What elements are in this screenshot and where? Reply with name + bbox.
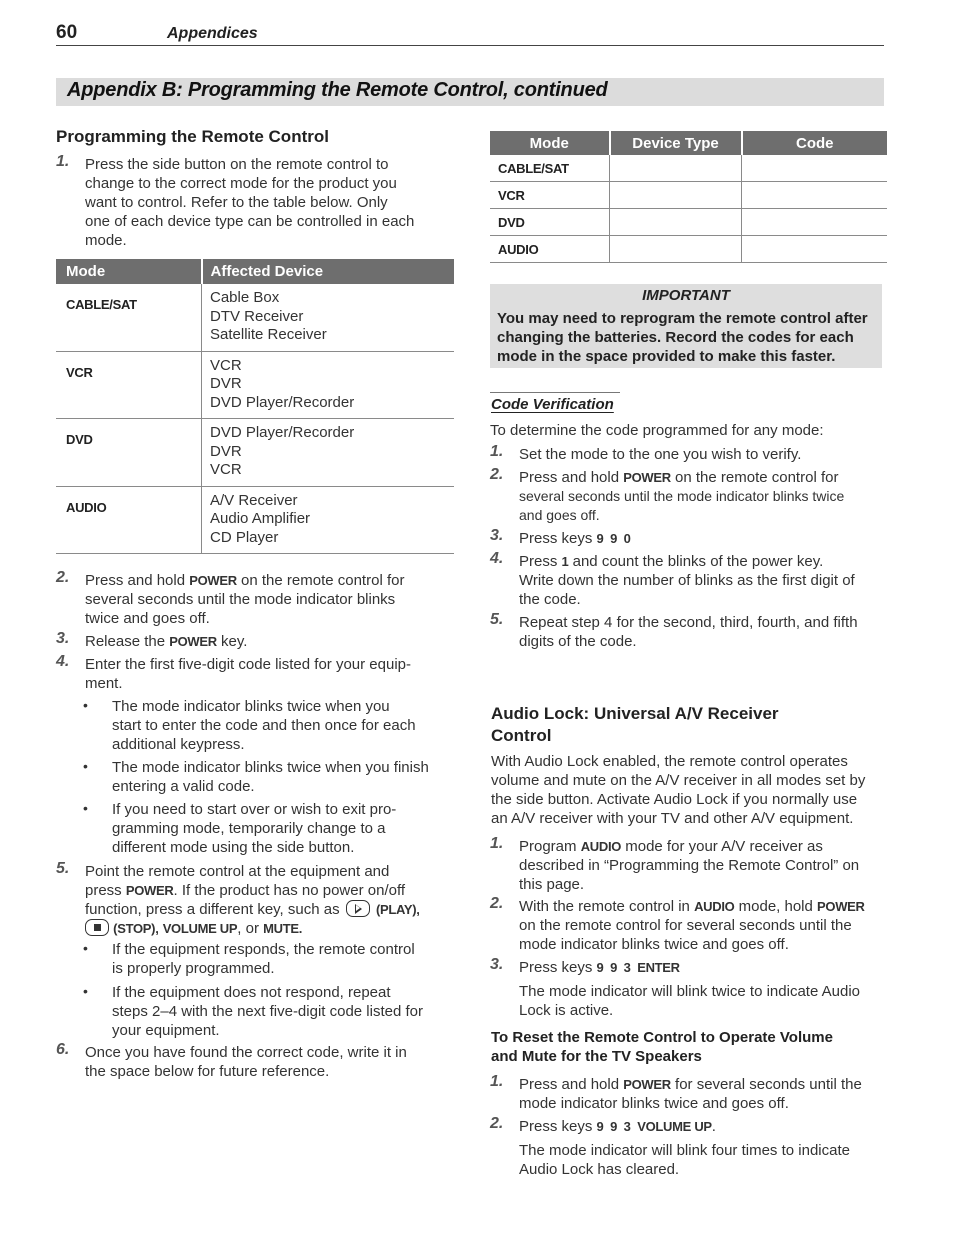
text-line: ment. — [85, 675, 123, 692]
header-rule — [56, 45, 884, 46]
bullet-item — [112, 983, 457, 1040]
table-header-device-type: Device Type — [610, 131, 742, 155]
bullet-dot: • — [83, 940, 88, 956]
mode-cell: VCR — [56, 351, 202, 419]
power-key-label: POWER — [189, 573, 237, 588]
text-line: Control — [491, 726, 552, 745]
bullet-item — [112, 697, 457, 754]
step-number: 6. — [56, 1041, 70, 1058]
device-line: VCR — [210, 356, 242, 374]
text-line: Repeat step 4 for the second, third, fourth, and fifth — [519, 614, 858, 631]
text-line: If the equipment responds, the remote control — [112, 941, 415, 958]
text-run: . If the product has no power on/off — [173, 882, 406, 899]
stop-key-label: (STOP), — [113, 921, 159, 936]
device-type-field[interactable] — [610, 182, 742, 209]
text-line: digits of the code. — [519, 633, 637, 650]
table-row — [56, 419, 454, 487]
mode-cell: CABLE/SAT — [490, 155, 610, 182]
table-row — [490, 155, 887, 182]
devices-cell — [202, 351, 455, 419]
text-line: changing the batteries. Record the codes for each — [497, 329, 854, 346]
text-run: With the remote control in — [519, 898, 695, 915]
text-line: If the equipment does not respond, repeat — [112, 984, 391, 1001]
text-line: The mode indicator will blink twice to indicate Audio — [519, 983, 861, 1000]
power-key-label: POWER — [817, 899, 865, 914]
step-number: 3. — [490, 956, 504, 973]
text-run: Press and hold — [519, 469, 624, 486]
text-line: mode in the space provided to make this faster. — [497, 348, 836, 365]
step-number: 5. — [56, 860, 70, 877]
code-field[interactable] — [742, 182, 888, 209]
cv-step-4-text — [519, 552, 887, 609]
text-line: twice and goes off. — [85, 610, 210, 627]
text-run: function, press a different key, such as — [85, 901, 340, 918]
table-row — [56, 284, 454, 351]
text-line: different mode using the side button. — [112, 839, 355, 856]
text-run: mode for your A/V receiver as — [621, 838, 823, 855]
devices-cell — [202, 284, 455, 351]
step-number: 4. — [490, 550, 504, 567]
text-line: Press the side button on the remote control to — [85, 156, 389, 173]
text-line: mode indicator blinks twice and goes off. — [519, 936, 789, 953]
bullet-dot: • — [83, 697, 88, 713]
step-number: 1. — [56, 153, 70, 170]
step-number: 2. — [490, 1115, 504, 1132]
text-run: and count the blinks of the power key. — [568, 553, 824, 570]
power-key-label: POWER — [623, 470, 671, 485]
device-line: DVD Player/Recorder — [210, 393, 355, 411]
text-line: gramming mode, temporarily change to a — [112, 820, 386, 837]
device-line: Satellite Receiver — [210, 326, 327, 343]
step-number: 3. — [56, 630, 70, 647]
text-run: Press and hold — [85, 572, 190, 589]
text-line: several seconds until the mode indicator blinks twice — [519, 488, 845, 504]
text-line: Lock is active. — [519, 1002, 614, 1019]
text-line: entering a valid code. — [112, 778, 255, 795]
text-line: several seconds until the mode indicator blinks — [85, 591, 396, 608]
left-heading-block — [56, 127, 329, 147]
text-line: start to enter the code and then once for each — [112, 717, 416, 734]
text-line: Audio Lock has cleared. — [519, 1161, 680, 1178]
bullet-item — [112, 800, 457, 857]
text-line: the code. — [519, 591, 581, 608]
table-row — [56, 351, 454, 419]
power-key-label: POWER — [623, 1077, 671, 1092]
text-line: additional keypress. — [112, 736, 245, 753]
cv-step-1-text: Set the mode to the one you wish to verify. — [519, 446, 802, 463]
al-step-2-text — [519, 897, 887, 954]
step-5-text — [85, 862, 455, 938]
bullet-dot: • — [83, 983, 88, 999]
section-heading: Programming the Remote Control — [56, 127, 329, 146]
bullet-dot: • — [83, 800, 88, 816]
text-line: The mode indicator will blink four times to indicate — [519, 1142, 850, 1159]
devices-cell — [202, 419, 455, 487]
table-header-mode: Mode — [56, 259, 202, 284]
step-2-text — [85, 571, 455, 628]
step-number: 3. — [490, 527, 504, 544]
text-line: Once you have found the correct code, write it in — [85, 1044, 407, 1061]
mute-key-label: MUTE. — [263, 921, 303, 936]
code-verification-title: Code Verification — [491, 396, 614, 413]
text-line: your equipment. — [112, 1022, 220, 1039]
cv-step-5-text — [519, 613, 887, 651]
step-number: 2. — [56, 569, 70, 586]
text-line: Write down the number of blinks as the first digit of — [519, 572, 855, 589]
play-key-label: (PLAY), — [375, 902, 420, 917]
step-4-text — [85, 655, 455, 693]
code-field[interactable] — [742, 209, 888, 236]
step-6-text — [85, 1043, 455, 1081]
key-1-label: 1 — [561, 554, 569, 569]
mode-cell: AUDIO — [56, 486, 202, 554]
device-line: Audio Amplifier — [210, 510, 311, 527]
text-line: the space below for future reference. — [85, 1063, 330, 1080]
text-line: change to the correct mode for the product you — [85, 175, 397, 192]
text-run: , or — [237, 920, 264, 937]
text-run: key. — [216, 633, 248, 650]
text-run: Release the — [85, 633, 170, 650]
text-run: on the remote control for — [670, 469, 839, 486]
title-bar — [56, 78, 884, 106]
device-line: DTV Receiver — [210, 307, 304, 325]
text-line: If you need to start over or wish to exit pro- — [112, 801, 397, 818]
text-line: You may need to reprogram the remote control after — [497, 310, 868, 327]
text-line: Point the remote control at the equipment and — [85, 863, 390, 880]
text-line: want to control. Refer to the table below. Only — [85, 194, 388, 211]
step-number: 1. — [490, 443, 504, 460]
code-field[interactable] — [742, 155, 888, 182]
reset-heading — [491, 1028, 886, 1066]
text-line: is properly programmed. — [112, 960, 275, 977]
mode-cell: DVD — [490, 209, 610, 236]
text-run: Program — [519, 838, 581, 855]
play-icon — [346, 900, 370, 917]
important-title: IMPORTANT — [642, 287, 730, 304]
text-line: on the remote control for several seconds until the — [519, 917, 852, 934]
reset-step-1-text — [519, 1075, 887, 1113]
text-run: for several seconds until the — [670, 1076, 862, 1093]
device-line: A/V Receiver — [210, 491, 298, 509]
audio-lock-heading-block — [491, 703, 886, 747]
device-line: Cable Box — [210, 289, 280, 306]
text-line: Audio Lock: Universal A/V Receiver — [491, 704, 779, 723]
subsection-rule — [490, 392, 620, 393]
device-type-field[interactable] — [610, 236, 742, 263]
bullet-item — [112, 940, 457, 978]
device-line: DVR — [210, 375, 242, 392]
device-line: DVD Player/Recorder — [210, 424, 355, 441]
stop-icon — [85, 919, 109, 936]
text-line: mode indicator blinks twice and goes off. — [519, 1095, 789, 1112]
important-note-box — [490, 284, 882, 368]
table-header-code: Code — [742, 131, 888, 155]
text-run: Press and hold — [519, 1076, 624, 1093]
cv-step-3-text — [519, 529, 887, 548]
audio-lock-intro — [491, 752, 886, 828]
step-3-text — [85, 632, 455, 651]
table-row — [490, 209, 887, 236]
text-line: mode. — [85, 232, 127, 249]
reset-step-2-text — [519, 1117, 887, 1179]
page-number: 60 — [56, 22, 78, 43]
text-line: an A/V receiver with your TV and other A/V equipment. — [491, 810, 854, 827]
text-line: described in “Programming the Remote Control” on — [519, 857, 860, 874]
text-run: Press keys — [519, 1118, 597, 1135]
device-line: CD Player — [210, 528, 279, 546]
text-run: Press keys — [519, 530, 597, 547]
text-run: on the remote control for — [236, 572, 405, 589]
text-line: this page. — [519, 876, 585, 893]
device-line: DVR — [210, 442, 242, 460]
text-line: volume and mute on the A/V receiver in all modes set by — [491, 772, 866, 789]
step-1-text — [85, 155, 455, 250]
table-row — [490, 236, 887, 263]
text-run: press — [85, 882, 126, 899]
mode-cell: AUDIO — [490, 236, 610, 263]
table-row — [56, 486, 454, 554]
section-name: Appendices — [167, 25, 258, 42]
step-number: 1. — [490, 1073, 504, 1090]
table-header-affected-device: Affected Device — [202, 259, 455, 284]
step-number: 2. — [490, 466, 504, 483]
step-number: 4. — [56, 653, 70, 670]
device-line: VCR — [210, 461, 242, 478]
text-line: one of each device type can be controlled in each — [85, 213, 415, 230]
audio-key-label: AUDIO — [580, 839, 622, 854]
text-line: steps 2–4 with the next five-digit code listed for — [112, 1003, 424, 1020]
text-line: and Mute for the TV Speakers — [491, 1048, 702, 1065]
audio-lock-heading — [491, 703, 886, 747]
mode-cell: VCR — [490, 182, 610, 209]
al-step-1-text — [519, 837, 887, 894]
al-step-3-text — [519, 958, 887, 1020]
code-verification-intro: To determine the code programmed for any mode: — [490, 422, 824, 439]
text-line: With Audio Lock enabled, the remote control operates — [491, 753, 848, 770]
mode-cell: CABLE/SAT — [56, 284, 202, 351]
text-run: Press — [519, 553, 562, 570]
text-line: Enter the first five-digit code listed for your equip- — [85, 656, 411, 673]
step-number: 2. — [490, 895, 504, 912]
volume-up-key-label: VOLUME UP — [162, 921, 238, 936]
mode-cell: DVD — [56, 419, 202, 487]
audio-key-label: AUDIO — [694, 899, 735, 914]
text-line: The mode indicator blinks twice when you — [112, 698, 390, 715]
device-type-field[interactable] — [610, 209, 742, 236]
text-run: . — [711, 1118, 716, 1135]
key-sequence-993-enter: 9 9 3 ENTER — [596, 960, 680, 975]
code-record-table — [490, 131, 887, 263]
step-number: 1. — [490, 835, 504, 852]
cv-step-2-text — [519, 468, 887, 525]
code-field[interactable] — [742, 236, 888, 263]
text-run: mode, hold — [734, 898, 818, 915]
text-line: and goes off. — [519, 507, 600, 523]
power-key-label: POWER — [169, 634, 217, 649]
power-key-label: POWER — [125, 883, 174, 898]
text-line: To Reset the Remote Control to Operate Volume — [491, 1029, 833, 1046]
text-run: Press keys — [519, 959, 597, 976]
bullet-dot: • — [83, 758, 88, 774]
mode-device-table — [56, 259, 454, 554]
page-title: Appendix B: Programming the Remote Control, continued — [67, 79, 608, 101]
table-row — [490, 182, 887, 209]
bullet-item — [112, 758, 457, 796]
device-type-field[interactable] — [610, 155, 742, 182]
step-number: 5. — [490, 611, 504, 628]
table-header-mode: Mode — [490, 131, 610, 155]
text-line: The mode indicator blinks twice when you finish — [112, 759, 429, 776]
text-line: the side button. Activate Audio Lock if you normally use — [491, 791, 858, 808]
key-sequence-993-volume-up: 9 9 3 VOLUME UP — [596, 1119, 712, 1134]
devices-cell — [202, 486, 455, 554]
important-body — [497, 309, 879, 366]
key-sequence-990: 9 9 0 — [596, 531, 631, 546]
